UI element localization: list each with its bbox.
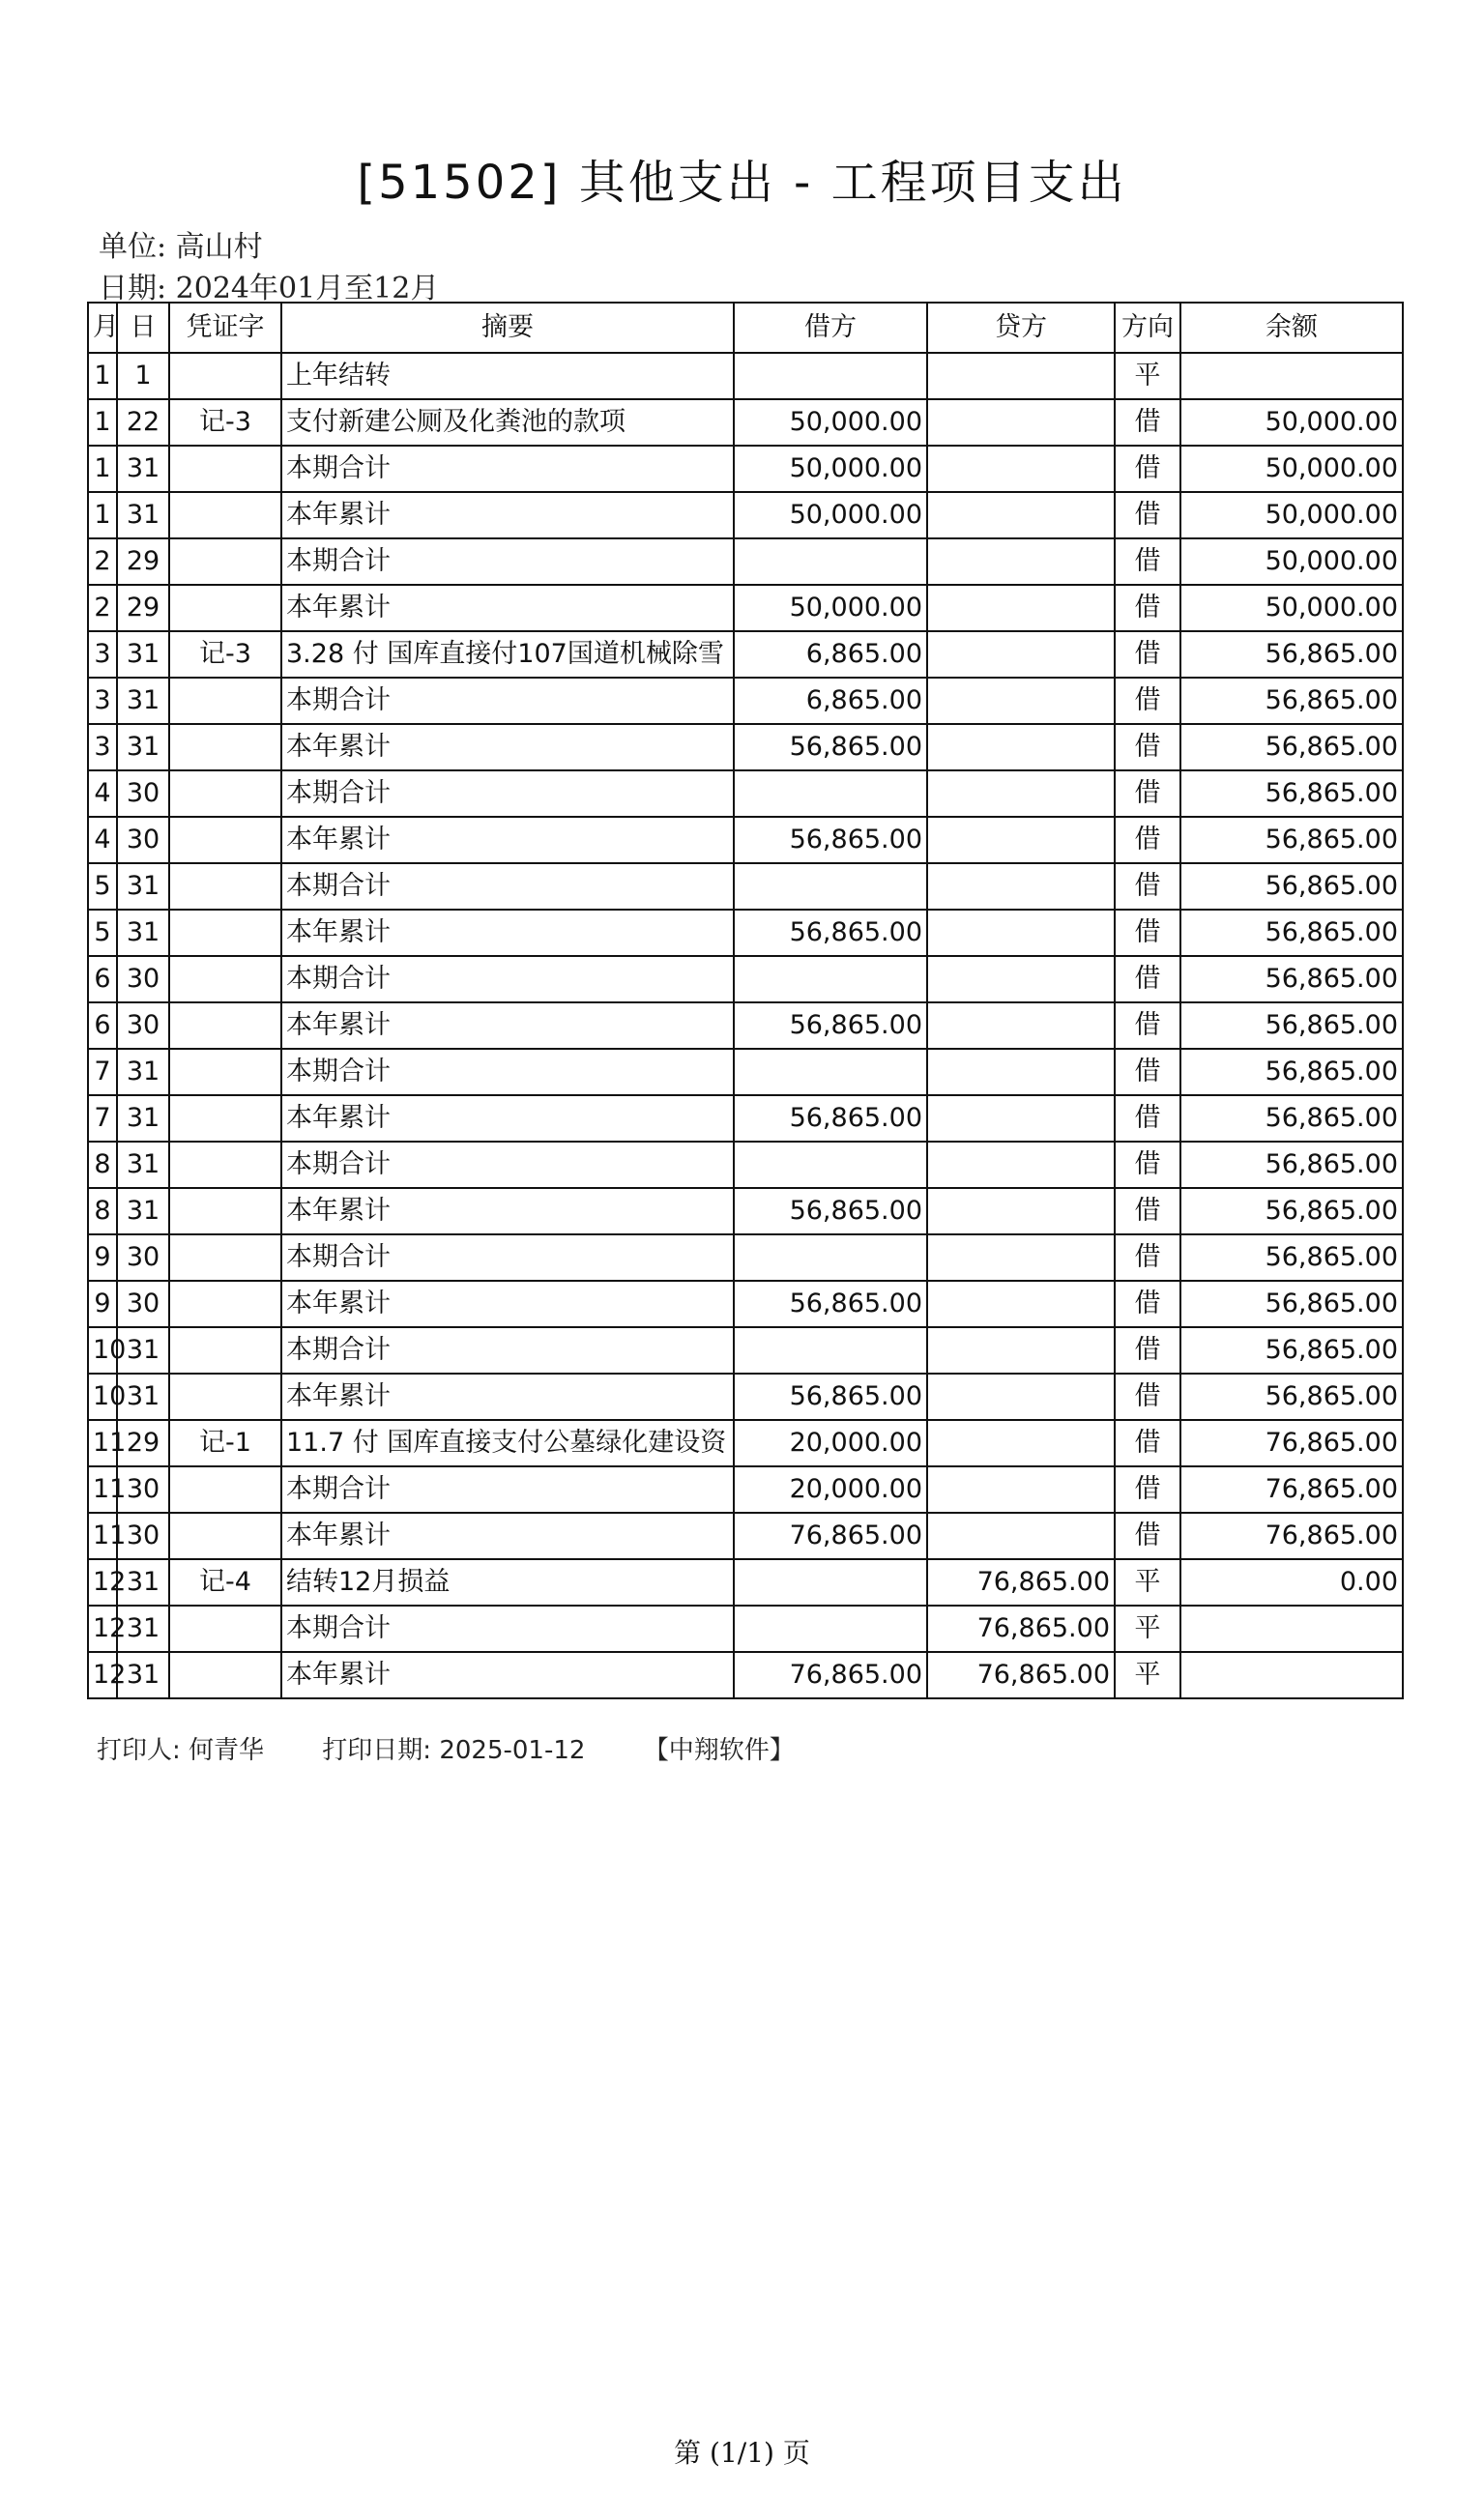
cell-month: 2 xyxy=(88,585,117,631)
cell-voucher xyxy=(169,1513,281,1559)
table-row xyxy=(88,1002,1403,1049)
cell-direction: 借 xyxy=(1115,538,1180,585)
cell-credit xyxy=(927,1281,1115,1327)
cell-summary: 本期合计 xyxy=(281,1049,734,1095)
cell-credit xyxy=(927,1234,1115,1281)
cell-voucher: 记-4 xyxy=(169,1559,281,1606)
report-title: [51502] 其他支出 - 工程项目支出 xyxy=(357,156,1127,210)
cell-direction: 借 xyxy=(1115,1142,1180,1188)
cell-summary: 本年累计 xyxy=(281,1095,734,1142)
cell-month: 2 xyxy=(88,538,117,585)
cell-debit: 56,865.00 xyxy=(734,910,927,956)
table-row xyxy=(88,1049,1403,1095)
cell-voucher xyxy=(169,1142,281,1188)
cell-balance: 56,865.00 xyxy=(1180,1234,1403,1281)
cell-summary: 本期合计 xyxy=(281,863,734,910)
table-row xyxy=(88,1095,1403,1142)
col-header-month: 月 xyxy=(88,303,117,353)
cell-day: 1 xyxy=(117,353,169,399)
cell-day: 31 xyxy=(117,910,169,956)
cell-direction: 借 xyxy=(1115,910,1180,956)
cell-day: 30 xyxy=(117,956,169,1002)
cell-credit xyxy=(927,1002,1115,1049)
cell-summary: 结转12月损益 xyxy=(281,1559,734,1606)
header-row xyxy=(88,303,1403,353)
cell-day: 31 xyxy=(117,1049,169,1095)
cell-summary: 本年累计 xyxy=(281,1652,734,1698)
table-row xyxy=(88,910,1403,956)
cell-month: 10 xyxy=(88,1327,117,1374)
date-value: 2024年01月至12月 xyxy=(175,272,440,305)
page-indicator: 第 (1/1) 页 xyxy=(674,2437,810,2469)
table-row xyxy=(88,817,1403,863)
cell-summary: 本期合计 xyxy=(281,956,734,1002)
unit-label: 单位: xyxy=(99,230,167,264)
cell-voucher xyxy=(169,678,281,724)
col-header-day: 日 xyxy=(117,303,169,353)
cell-debit: 6,865.00 xyxy=(734,678,927,724)
table-row xyxy=(88,1281,1403,1327)
table-row xyxy=(88,1374,1403,1420)
cell-balance: 56,865.00 xyxy=(1180,956,1403,1002)
cell-balance: 56,865.00 xyxy=(1180,1095,1403,1142)
cell-day: 31 xyxy=(117,446,169,492)
cell-direction: 借 xyxy=(1115,724,1180,770)
cell-day: 31 xyxy=(117,1606,169,1652)
cell-voucher xyxy=(169,724,281,770)
cell-summary: 本年累计 xyxy=(281,1281,734,1327)
cell-day: 31 xyxy=(117,1374,169,1420)
cell-debit: 56,865.00 xyxy=(734,1281,927,1327)
table-row xyxy=(88,724,1403,770)
cell-balance: 56,865.00 xyxy=(1180,817,1403,863)
cell-balance: 56,865.00 xyxy=(1180,1374,1403,1420)
cell-debit xyxy=(734,863,927,910)
cell-month: 5 xyxy=(88,910,117,956)
cell-voucher xyxy=(169,910,281,956)
cell-credit xyxy=(927,956,1115,1002)
table-row xyxy=(88,1327,1403,1374)
cell-credit xyxy=(927,1374,1115,1420)
cell-month: 3 xyxy=(88,678,117,724)
cell-debit: 56,865.00 xyxy=(734,1095,927,1142)
cell-balance: 56,865.00 xyxy=(1180,863,1403,910)
cell-day: 31 xyxy=(117,1188,169,1234)
cell-voucher xyxy=(169,863,281,910)
cell-credit xyxy=(927,492,1115,538)
cell-direction: 借 xyxy=(1115,1002,1180,1049)
col-header-debit: 借方 xyxy=(734,303,927,353)
cell-day: 30 xyxy=(117,1002,169,1049)
cell-credit: 76,865.00 xyxy=(927,1606,1115,1652)
cell-voucher: 记-3 xyxy=(169,399,281,446)
cell-day: 30 xyxy=(117,1281,169,1327)
cell-debit: 50,000.00 xyxy=(734,446,927,492)
cell-credit xyxy=(927,353,1115,399)
cell-debit xyxy=(734,1142,927,1188)
cell-balance: 56,865.00 xyxy=(1180,724,1403,770)
cell-voucher xyxy=(169,770,281,817)
cell-month: 3 xyxy=(88,724,117,770)
cell-balance xyxy=(1180,353,1403,399)
print-footer xyxy=(97,1730,845,1766)
cell-month: 4 xyxy=(88,770,117,817)
date-line xyxy=(99,264,439,306)
cell-summary: 本年累计 xyxy=(281,724,734,770)
cell-direction: 借 xyxy=(1115,770,1180,817)
cell-debit: 50,000.00 xyxy=(734,399,927,446)
cell-direction: 借 xyxy=(1115,956,1180,1002)
cell-direction: 借 xyxy=(1115,399,1180,446)
cell-credit xyxy=(927,678,1115,724)
cell-voucher xyxy=(169,1049,281,1095)
cell-debit: 50,000.00 xyxy=(734,585,927,631)
software-name: 【中翔软件】 xyxy=(643,1736,795,1765)
cell-summary: 本年累计 xyxy=(281,817,734,863)
cell-credit xyxy=(927,724,1115,770)
cell-summary: 11.7 付 国库直接支付公墓绿化建设资 xyxy=(281,1420,734,1466)
cell-direction: 借 xyxy=(1115,678,1180,724)
cell-direction: 借 xyxy=(1115,817,1180,863)
cell-voucher xyxy=(169,1466,281,1513)
cell-voucher xyxy=(169,446,281,492)
table-row xyxy=(88,863,1403,910)
cell-month: 1 xyxy=(88,353,117,399)
cell-summary: 支付新建公厕及化粪池的款项 xyxy=(281,399,734,446)
cell-summary: 本年累计 xyxy=(281,910,734,956)
table-row xyxy=(88,1234,1403,1281)
cell-month: 3 xyxy=(88,631,117,678)
cell-credit xyxy=(927,1188,1115,1234)
cell-day: 30 xyxy=(117,770,169,817)
cell-month: 10 xyxy=(88,1374,117,1420)
ledger-table xyxy=(87,302,1404,1699)
cell-summary: 本期合计 xyxy=(281,1606,734,1652)
cell-day: 30 xyxy=(117,1466,169,1513)
cell-day: 30 xyxy=(117,1513,169,1559)
cell-voucher xyxy=(169,1606,281,1652)
cell-credit xyxy=(927,446,1115,492)
cell-month: 6 xyxy=(88,956,117,1002)
cell-credit: 76,865.00 xyxy=(927,1652,1115,1698)
table-row xyxy=(88,678,1403,724)
cell-balance: 50,000.00 xyxy=(1180,399,1403,446)
table-row xyxy=(88,1466,1403,1513)
cell-debit: 76,865.00 xyxy=(734,1513,927,1559)
cell-summary: 本期合计 xyxy=(281,1466,734,1513)
cell-summary: 本期合计 xyxy=(281,1327,734,1374)
cell-month: 6 xyxy=(88,1002,117,1049)
cell-credit xyxy=(927,1142,1115,1188)
cell-voucher xyxy=(169,585,281,631)
cell-debit: 56,865.00 xyxy=(734,1002,927,1049)
cell-direction: 借 xyxy=(1115,863,1180,910)
ledger-body xyxy=(88,353,1403,1698)
cell-summary: 本期合计 xyxy=(281,538,734,585)
cell-direction: 借 xyxy=(1115,1281,1180,1327)
cell-balance: 56,865.00 xyxy=(1180,1002,1403,1049)
cell-balance: 76,865.00 xyxy=(1180,1513,1403,1559)
cell-credit xyxy=(927,817,1115,863)
cell-credit xyxy=(927,1466,1115,1513)
cell-balance: 56,865.00 xyxy=(1180,631,1403,678)
date-label: 日期: xyxy=(99,272,167,305)
cell-day: 31 xyxy=(117,1095,169,1142)
cell-day: 31 xyxy=(117,1559,169,1606)
cell-voucher xyxy=(169,956,281,1002)
table-row xyxy=(88,770,1403,817)
cell-voucher xyxy=(169,353,281,399)
cell-direction: 平 xyxy=(1115,1606,1180,1652)
cell-direction: 平 xyxy=(1115,353,1180,399)
cell-month: 8 xyxy=(88,1142,117,1188)
cell-voucher xyxy=(169,1234,281,1281)
cell-day: 29 xyxy=(117,1420,169,1466)
cell-day: 29 xyxy=(117,538,169,585)
cell-balance: 56,865.00 xyxy=(1180,678,1403,724)
cell-debit xyxy=(734,1559,927,1606)
cell-debit xyxy=(734,1234,927,1281)
cell-balance: 50,000.00 xyxy=(1180,585,1403,631)
cell-balance: 56,865.00 xyxy=(1180,910,1403,956)
table-row xyxy=(88,1142,1403,1188)
cell-day: 29 xyxy=(117,585,169,631)
cell-voucher xyxy=(169,1374,281,1420)
cell-summary: 3.28 付 国库直接付107国道机械除雪 xyxy=(281,631,734,678)
cell-balance: 50,000.00 xyxy=(1180,492,1403,538)
cell-month: 7 xyxy=(88,1049,117,1095)
cell-voucher xyxy=(169,1095,281,1142)
table-row xyxy=(88,1188,1403,1234)
cell-debit xyxy=(734,956,927,1002)
unit-line xyxy=(99,222,263,265)
cell-direction: 平 xyxy=(1115,1559,1180,1606)
cell-direction: 借 xyxy=(1115,1420,1180,1466)
cell-balance xyxy=(1180,1652,1403,1698)
cell-debit xyxy=(734,353,927,399)
cell-summary: 本年累计 xyxy=(281,492,734,538)
cell-direction: 借 xyxy=(1115,1466,1180,1513)
cell-day: 31 xyxy=(117,1327,169,1374)
cell-month: 5 xyxy=(88,863,117,910)
cell-credit xyxy=(927,1513,1115,1559)
cell-balance: 0.00 xyxy=(1180,1559,1403,1606)
cell-credit xyxy=(927,863,1115,910)
cell-debit: 56,865.00 xyxy=(734,1374,927,1420)
cell-summary: 本期合计 xyxy=(281,446,734,492)
col-header-voucher: 凭证字 xyxy=(169,303,281,353)
cell-summary: 上年结转 xyxy=(281,353,734,399)
cell-day: 31 xyxy=(117,631,169,678)
cell-debit: 56,865.00 xyxy=(734,817,927,863)
cell-voucher xyxy=(169,1002,281,1049)
cell-month: 8 xyxy=(88,1188,117,1234)
cell-month: 9 xyxy=(88,1281,117,1327)
cell-month: 11 xyxy=(88,1420,117,1466)
cell-summary: 本期合计 xyxy=(281,770,734,817)
cell-day: 30 xyxy=(117,817,169,863)
cell-summary: 本期合计 xyxy=(281,1142,734,1188)
table-row xyxy=(88,399,1403,446)
cell-summary: 本年累计 xyxy=(281,585,734,631)
cell-balance: 56,865.00 xyxy=(1180,1327,1403,1374)
cell-credit xyxy=(927,399,1115,446)
col-header-direction: 方向 xyxy=(1115,303,1180,353)
cell-month: 11 xyxy=(88,1513,117,1559)
print-date: 打印日期: 2025-01-12 xyxy=(322,1736,586,1765)
cell-month: 12 xyxy=(88,1606,117,1652)
cell-summary: 本年累计 xyxy=(281,1374,734,1420)
cell-voucher xyxy=(169,538,281,585)
cell-credit xyxy=(927,585,1115,631)
cell-credit xyxy=(927,1420,1115,1466)
cell-month: 9 xyxy=(88,1234,117,1281)
cell-month: 11 xyxy=(88,1466,117,1513)
cell-direction: 借 xyxy=(1115,1095,1180,1142)
cell-day: 31 xyxy=(117,1652,169,1698)
cell-summary: 本年累计 xyxy=(281,1513,734,1559)
cell-debit: 56,865.00 xyxy=(734,724,927,770)
cell-month: 1 xyxy=(88,399,117,446)
cell-voucher xyxy=(169,1188,281,1234)
cell-voucher xyxy=(169,817,281,863)
cell-credit: 76,865.00 xyxy=(927,1559,1115,1606)
cell-balance: 56,865.00 xyxy=(1180,770,1403,817)
cell-month: 12 xyxy=(88,1559,117,1606)
cell-balance: 56,865.00 xyxy=(1180,1281,1403,1327)
table-row xyxy=(88,492,1403,538)
cell-voucher xyxy=(169,492,281,538)
cell-balance: 76,865.00 xyxy=(1180,1466,1403,1513)
table-row xyxy=(88,585,1403,631)
cell-summary: 本期合计 xyxy=(281,678,734,724)
cell-voucher xyxy=(169,1281,281,1327)
cell-debit: 50,000.00 xyxy=(734,492,927,538)
cell-balance: 56,865.00 xyxy=(1180,1049,1403,1095)
cell-credit xyxy=(927,910,1115,956)
cell-month: 4 xyxy=(88,817,117,863)
table-row xyxy=(88,353,1403,399)
table-row xyxy=(88,956,1403,1002)
table-row xyxy=(88,1652,1403,1698)
cell-day: 31 xyxy=(117,1142,169,1188)
cell-direction: 借 xyxy=(1115,1327,1180,1374)
table-row xyxy=(88,1559,1403,1606)
cell-month: 1 xyxy=(88,446,117,492)
cell-direction: 借 xyxy=(1115,631,1180,678)
cell-voucher xyxy=(169,1652,281,1698)
table-row xyxy=(88,1513,1403,1559)
cell-direction: 借 xyxy=(1115,1188,1180,1234)
cell-direction: 借 xyxy=(1115,446,1180,492)
cell-month: 1 xyxy=(88,492,117,538)
cell-credit xyxy=(927,1049,1115,1095)
cell-credit xyxy=(927,1095,1115,1142)
table-row xyxy=(88,538,1403,585)
cell-voucher xyxy=(169,1327,281,1374)
cell-debit: 76,865.00 xyxy=(734,1652,927,1698)
cell-month: 12 xyxy=(88,1652,117,1698)
cell-summary: 本期合计 xyxy=(281,1234,734,1281)
cell-balance: 56,865.00 xyxy=(1180,1142,1403,1188)
cell-summary: 本年累计 xyxy=(281,1002,734,1049)
cell-day: 30 xyxy=(117,1234,169,1281)
cell-summary: 本年累计 xyxy=(281,1188,734,1234)
cell-direction: 借 xyxy=(1115,1049,1180,1095)
cell-day: 31 xyxy=(117,724,169,770)
cell-day: 31 xyxy=(117,678,169,724)
cell-balance: 76,865.00 xyxy=(1180,1420,1403,1466)
cell-credit xyxy=(927,631,1115,678)
cell-debit: 20,000.00 xyxy=(734,1466,927,1513)
table-row xyxy=(88,1606,1403,1652)
cell-month: 7 xyxy=(88,1095,117,1142)
cell-direction: 平 xyxy=(1115,1652,1180,1698)
table-row xyxy=(88,1420,1403,1466)
cell-direction: 借 xyxy=(1115,1234,1180,1281)
col-header-summary: 摘要 xyxy=(281,303,734,353)
cell-balance: 50,000.00 xyxy=(1180,446,1403,492)
cell-credit xyxy=(927,1327,1115,1374)
cell-debit xyxy=(734,1049,927,1095)
cell-direction: 借 xyxy=(1115,1374,1180,1420)
col-header-balance: 余额 xyxy=(1180,303,1403,353)
table-row xyxy=(88,631,1403,678)
cell-debit xyxy=(734,1327,927,1374)
cell-debit: 6,865.00 xyxy=(734,631,927,678)
cell-credit xyxy=(927,770,1115,817)
cell-debit: 56,865.00 xyxy=(734,1188,927,1234)
cell-balance: 50,000.00 xyxy=(1180,538,1403,585)
cell-direction: 借 xyxy=(1115,1513,1180,1559)
cell-voucher: 记-1 xyxy=(169,1420,281,1466)
cell-day: 31 xyxy=(117,863,169,910)
cell-day: 31 xyxy=(117,492,169,538)
cell-direction: 借 xyxy=(1115,492,1180,538)
cell-debit xyxy=(734,770,927,817)
cell-debit xyxy=(734,1606,927,1652)
cell-credit xyxy=(927,538,1115,585)
cell-day: 22 xyxy=(117,399,169,446)
printer-name: 打印人: 何青华 xyxy=(97,1736,265,1765)
table-row xyxy=(88,446,1403,492)
cell-balance: 56,865.00 xyxy=(1180,1188,1403,1234)
col-header-credit: 贷方 xyxy=(927,303,1115,353)
cell-balance xyxy=(1180,1606,1403,1652)
unit-value: 高山村 xyxy=(175,230,263,264)
cell-debit xyxy=(734,538,927,585)
cell-debit: 20,000.00 xyxy=(734,1420,927,1466)
cell-direction: 借 xyxy=(1115,585,1180,631)
cell-voucher: 记-3 xyxy=(169,631,281,678)
